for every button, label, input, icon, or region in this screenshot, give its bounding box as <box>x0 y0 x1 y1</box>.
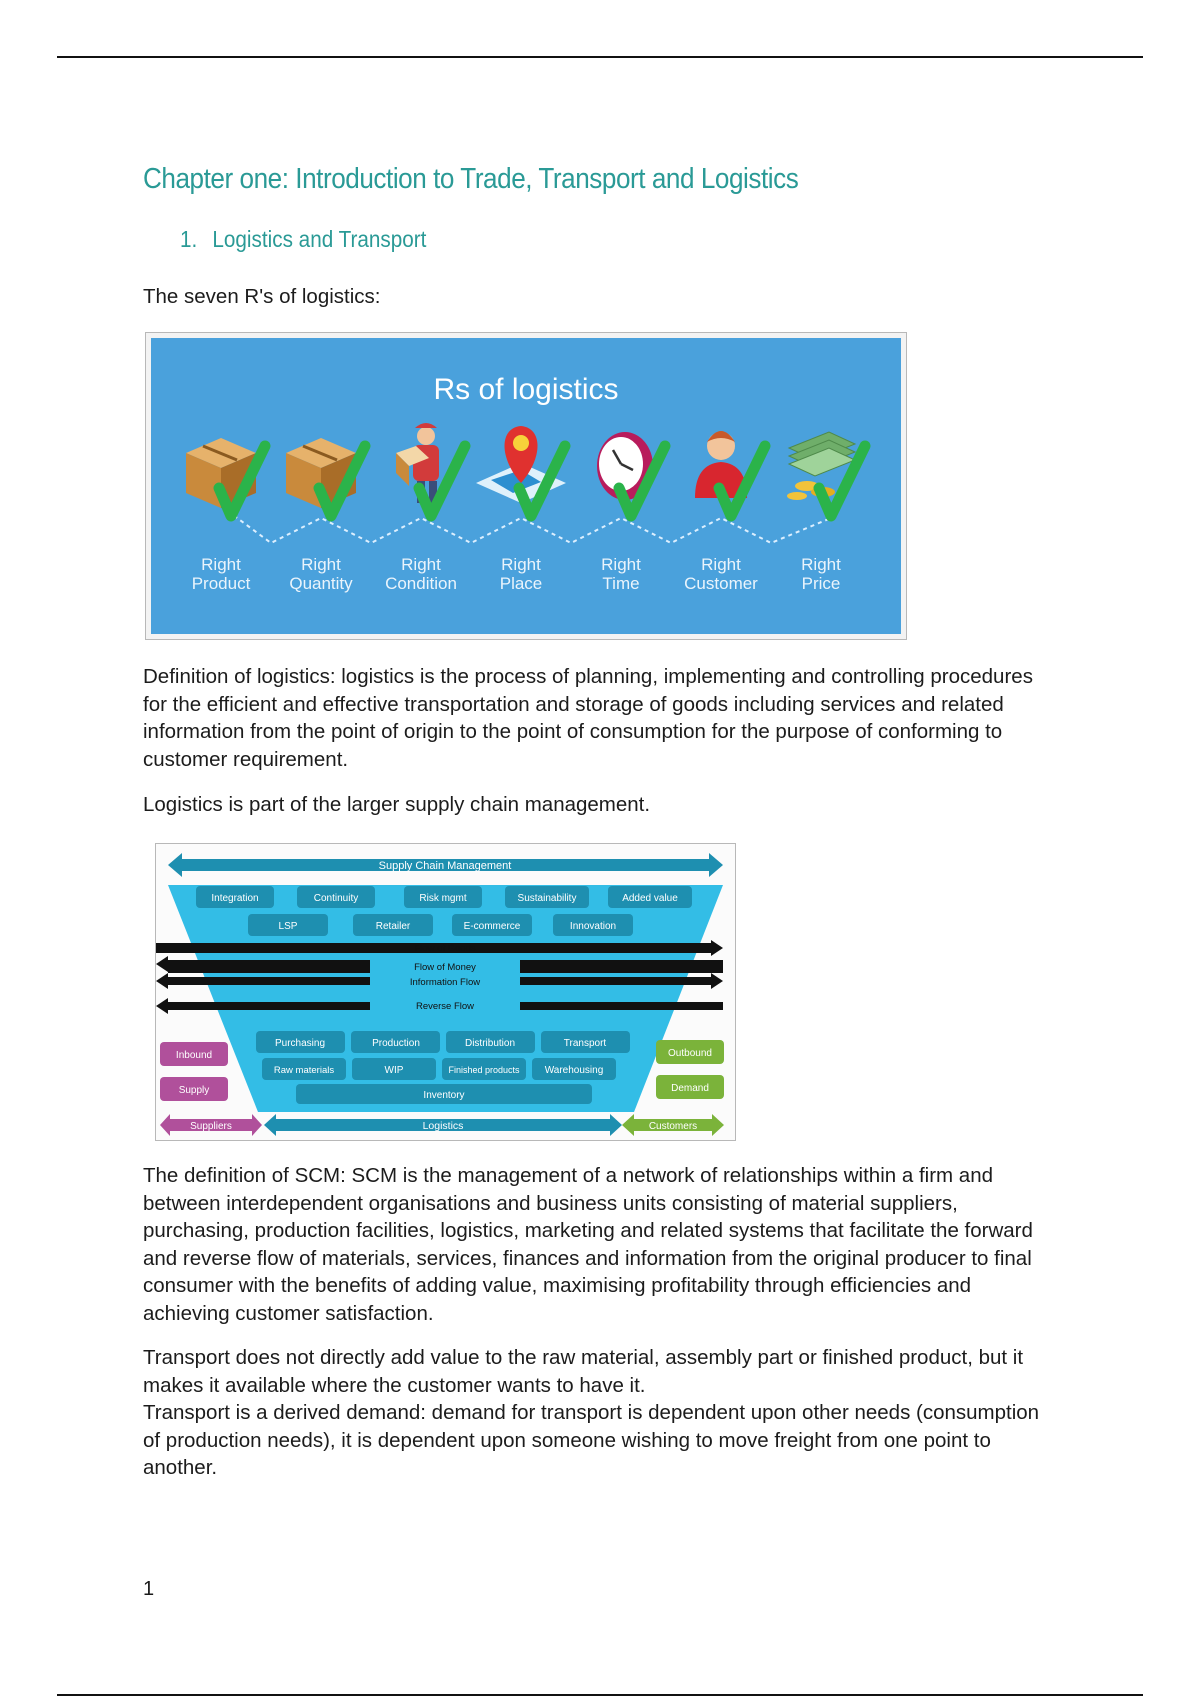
header-rule <box>57 56 1143 58</box>
transport-paragraph: Transport does not directly add value to the raw material, assembly part or finished product, but it makes it available where the customer wants to have it. Transport is a derived demand: demand for transport is dependent upon other needs (consumption of production needs), it is dependent upon someone wishing to move freight from one point to another. <box>143 1346 1040 1479</box>
definition-scm: The definition of SCM: SCM is the management of a network of relationships within a firm and between interdependent organisations and business units consisting of material suppliers, purchasing, production facilities, logistics, marketing and related systems that facilitate the forward and reverse flow of materials, services, finances and information from the original producer to final consumer with the benefits of adding value, maximising profitability through efficiencies and achieving customer satisfaction. <box>143 1164 1033 1325</box>
scm-box-label: Retailer <box>375 921 411 932</box>
scm-side-label: Demand <box>671 1083 709 1094</box>
footer-rule <box>57 1694 1143 1696</box>
scm-footer-suppliers-label: Suppliers <box>190 1121 232 1132</box>
page-number: 1 <box>143 1578 155 1600</box>
scm-top-row-1 <box>196 886 692 908</box>
flow-goods-label: Flow of Goods <box>414 943 476 954</box>
scm-box-label: Warehousing <box>544 1065 604 1076</box>
rs-item-label-line1: Right <box>201 555 241 574</box>
scm-flows <box>156 940 723 1014</box>
rs-item-label-line2: Price <box>801 574 841 593</box>
rs-item-label-line1: Right <box>601 555 641 574</box>
scm-box-label: E-commerce <box>463 921 521 932</box>
flow-reverse-label: Reverse Flow <box>415 1001 475 1012</box>
logistics-scm-note: Logistics is part of the larger supply chain management. <box>143 793 651 816</box>
scm-side-label: Inbound <box>175 1050 213 1061</box>
scm-box-label: LSP <box>278 921 298 932</box>
section-title: Logistics and Transport <box>212 226 427 252</box>
scm-inventory-label: Inventory <box>423 1090 465 1101</box>
scm-box-label: Innovation <box>569 921 617 932</box>
scm-box-label: Integration <box>211 893 259 904</box>
rs-item-label-line2: Product <box>191 574 251 593</box>
flow-information-label: Information Flow <box>409 977 481 988</box>
scm-figure-canvas <box>156 844 735 1140</box>
scm-box-label: Risk mgmt <box>419 893 467 904</box>
scm-box-label: Raw materials <box>273 1065 335 1076</box>
section-number: 1. <box>180 226 198 252</box>
rs-figure-canvas <box>151 338 901 634</box>
rs-item-label-line2: Place <box>499 574 543 593</box>
scm-box-label: Production <box>372 1038 420 1049</box>
rs-item-label-line2: Customer <box>684 574 758 593</box>
scm-box-label: Sustainability <box>517 893 577 904</box>
definition-logistics: Definition of logistics: logistics is the process of planning, implementing and controlling procedures for the efficient and effective transportation and storage of goods including services and related information from the point of origin to the point of consumption for the purpose of conforming to customer requirement. <box>143 665 1033 771</box>
rs-item-label-line1: Right <box>401 555 441 574</box>
scm-footer-logistics-label: Logistics <box>422 1120 464 1132</box>
scm-box-label: Transport <box>563 1038 607 1049</box>
scm-box-label: Purchasing <box>274 1038 326 1049</box>
rs-figure-title: Rs of logistics <box>433 373 619 406</box>
rs-item-label-line1: Right <box>701 555 741 574</box>
rs-item-label-line1: Right <box>301 555 341 574</box>
scm-side-label: Outbound <box>668 1048 712 1059</box>
rs-of-logistics-figure <box>145 332 907 640</box>
rs-item-label-line2: Time <box>602 574 640 593</box>
scm-header-label: Supply Chain Management <box>378 860 512 872</box>
scm-box-label: Distribution <box>464 1038 516 1049</box>
scm-figure <box>155 843 736 1141</box>
intro-text: The seven R's of logistics: <box>143 285 381 308</box>
scm-side-label: Supply <box>178 1085 210 1096</box>
scm-footer-customers-label: Customers <box>648 1121 698 1132</box>
scm-box-label: Added value <box>622 893 678 904</box>
rs-item-label-line1: Right <box>801 555 841 574</box>
scm-box-label: Continuity <box>313 893 359 904</box>
flow-money-label: Flow of Money <box>414 962 476 973</box>
rs-item-label-line2: Quantity <box>289 574 353 593</box>
rs-item-label-line2: Condition <box>385 574 457 593</box>
rs-item-label-line1: Right <box>501 555 541 574</box>
scm-box-label: Finished products <box>448 1065 520 1075</box>
scm-box-label: WIP <box>384 1065 404 1076</box>
chapter-title: Chapter one: Introduction to Trade, Transport and Logistics <box>143 163 799 195</box>
section-heading <box>180 226 426 253</box>
